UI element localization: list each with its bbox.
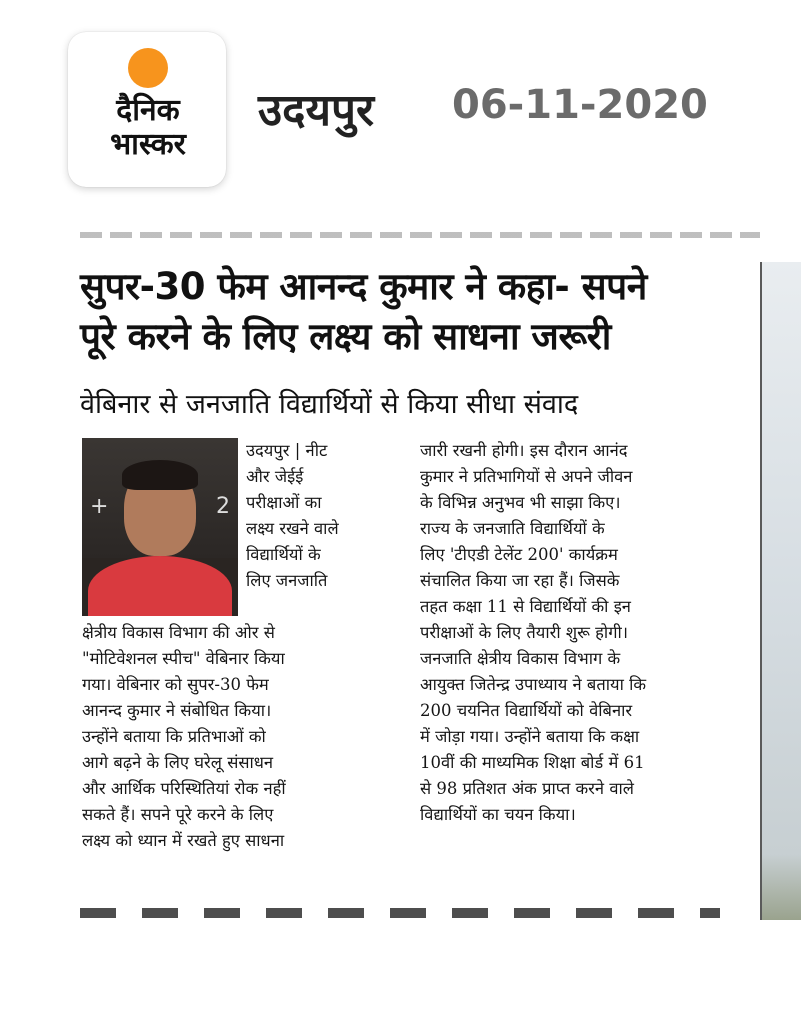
text-line: जनजाति क्षेत्रीय विकास विभाग के [420,649,621,668]
dainik-bhaskar-logo [68,32,226,187]
text-line: लक्ष्य रखने वाले [246,519,339,538]
clipped-adjacent-photo [760,262,801,920]
photo-hair [122,460,198,490]
text-line: गया। वेबिनार को सुपर-30 फेम [82,675,269,694]
text-line: 200 चयनित विद्यार्थियों को वेबिनार [420,701,633,720]
anand-kumar-photo [82,438,238,616]
column-2-body [420,438,730,828]
text-line: 10वीं की माध्यमिक शिक्षा बोर्ड में 61 [420,753,645,772]
text-line: उदयपुर | नीट [246,441,328,460]
text-line: परीक्षाओं के लिए तैयारी शुरू होगी। [420,623,629,642]
text-line: विद्यार्थियों के [246,545,321,564]
text-line: लक्ष्य को ध्यान में रखते हुए साधना [82,831,285,850]
column-2-body-text [420,438,730,828]
logo-sun-icon [128,48,168,88]
column-1-body-text [82,620,394,854]
text-line: क्षेत्रीय विकास विभाग की ओर से [82,623,275,642]
article-headline [80,262,752,362]
column-1-beside-photo [246,438,394,594]
text-line: आयुक्त जितेन्द्र उपाध्याय ने बताया कि [420,675,647,694]
headline-line-2: पूरे करने के लिए लक्ष्य को साधना जरूरी [80,315,611,358]
text-line: उन्होंने बताया कि प्रतिभाओं को [82,727,266,746]
text-line: और जेईई [246,467,304,486]
text-line: लिए जनजाति [246,571,328,590]
edition-city: उदयपुर [258,85,374,136]
text-line: में जोड़ा गया। उन्होंने बताया कि कक्षा [420,727,640,746]
text-line: और आर्थिक परिस्थितियां रोक नहीं [82,779,286,798]
edition-date: 06-11-2020 [452,82,708,128]
text-line: जारी रखनी होगी। इस दौरान आनंद [420,441,628,460]
photo-plus-mark: + [90,494,109,519]
clipped-text-strip [80,232,760,238]
text-line: विद्यार्थियों का चयन किया। [420,805,576,824]
photo-shirt [88,556,232,616]
headline-line-1: सुपर-30 फेम आनन्द कुमार ने कहा- सपने [80,265,647,308]
text-line: आगे बढ़ने के लिए घरेलू संसाधन [82,753,274,772]
logo-line-2: भास्कर [110,127,186,162]
logo-line-1: दैनिक [116,93,180,128]
text-line: कुमार ने प्रतिभागियों से अपने जीवन [420,467,633,486]
clipped-next-headline [80,908,720,918]
logo-wordmark [90,94,206,162]
text-line: परीक्षाओं का [246,493,322,512]
text-line: से 98 प्रतिशत अंक प्राप्त करने वाले [420,779,634,798]
text-line: "मोटिवेशनल स्पीच" वेबिनार किया [82,649,285,668]
column-1-body [82,620,394,854]
text-line: लिए 'टीएडी टेलेंट 200' कार्यक्रम [420,545,618,564]
text-line: राज्य के जनजाति विद्यार्थियों के [420,519,605,538]
text-line: संचालित किया जा रहा हैं। जिसके [420,571,620,590]
text-line: तहत कक्षा 11 से विद्यार्थियों की इन [420,597,631,616]
column-1-top-text [246,438,394,594]
text-line: सकते हैं। सपने पूरे करने के लिए [82,805,274,824]
photo-number-mark: 2 [216,494,230,519]
text-line: के विभिन्न अनुभव भी साझा किए। [420,493,621,512]
text-line: आनन्द कुमार ने संबोधित किया। [82,701,272,720]
article-subheadline: वेबिनार से जनजाति विद्यार्थियों से किया सीधा संवाद [80,389,579,420]
